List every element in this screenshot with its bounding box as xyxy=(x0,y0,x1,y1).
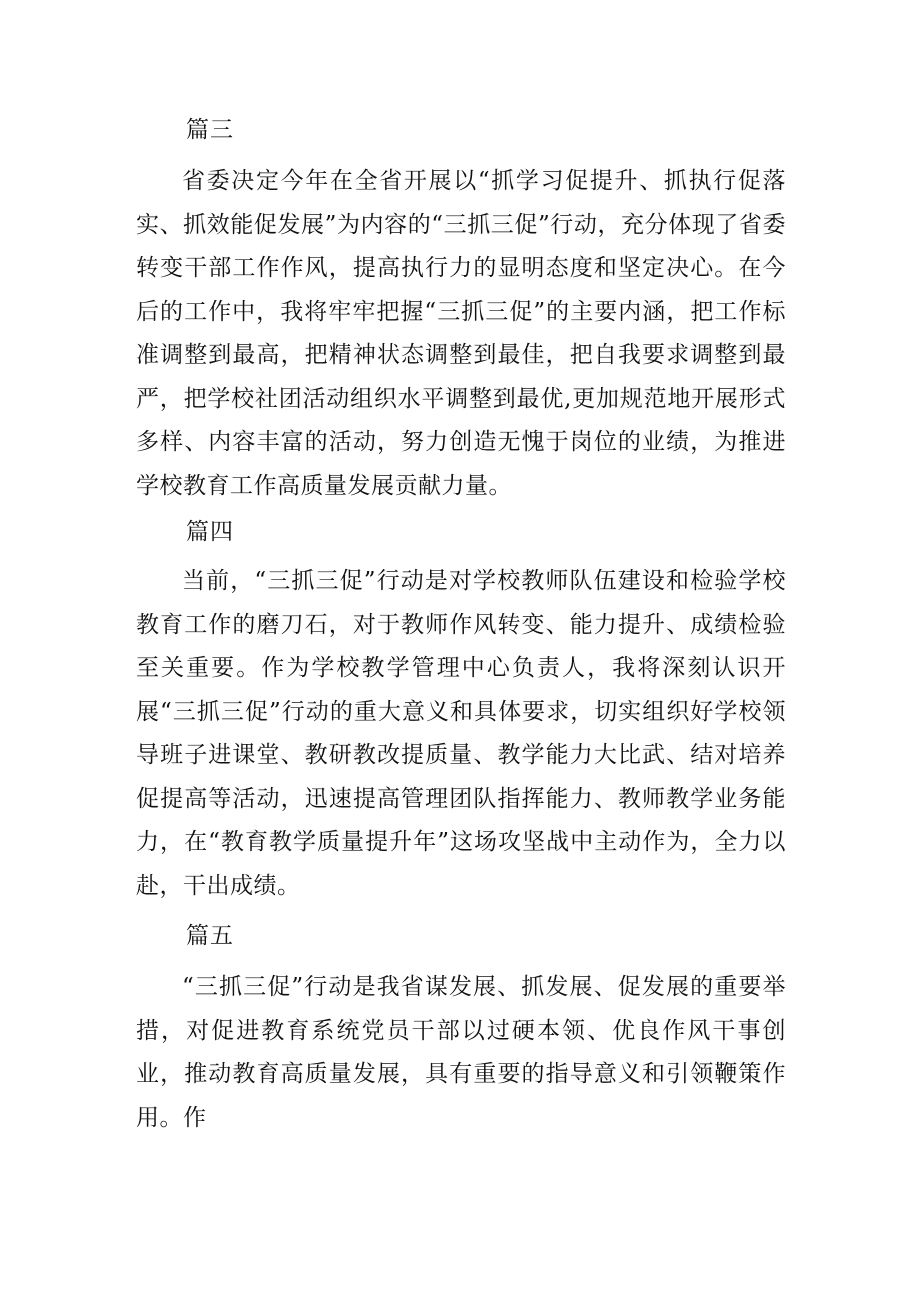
section-3-heading: 篇三 xyxy=(186,117,234,143)
section-4-paragraph: 当前，“三抓三促”行动是对学校教师队伍建设和检验学校教育工作的磨刀石，对于教师作风转变、能力提升、成绩检验至关重要。作为学校教学管理中心负责人，我将深刻认识开展“三抓三促”行动的重大意义和具体要求，切实组织好学校领导班子进课堂、教研教改提质量、教学能力大比武、结对培养促提高等活动，迅速提高管理团队指挥能力、教师教学业务能力，在“教育教学质量提升年”这场攻坚战中主动作为，全力以赴，干出成绩。 xyxy=(136,568,786,899)
section-3-paragraph: 省委决定今年在全省开展以“抓学习促提升、抓执行促落实、抓效能促发展”为内容的“三抓三促”行动，充分体现了省委转变干部工作作风，提高执行力的显明态度和坚定决心。在今后的工作中，我将牢牢把握“三抓三促”的主要内涵，把工作标准调整到最高，把精神状态调整到最佳，把自我要求调整到最严，把学校社团活动组织水平调整到最优,更加规范地开展形式多样、内容丰富的活动，努力创造无愧于岗位的业绩，为推进学校教育工作高质量发展贡献力量。 xyxy=(136,168,786,499)
section-4-heading: 篇四 xyxy=(186,519,234,545)
section-5-paragraph: “三抓三促”行动是我省谋发展、抓发展、促发展的重要举措，对促进教育系统党员干部以过硬本领、优良作风干事创业，推动教育高质量发展，具有重要的指导意义和引领鞭策作用。作 xyxy=(136,974,786,1131)
document-body xyxy=(136,112,786,1140)
section-5-heading: 篇五 xyxy=(186,923,234,949)
